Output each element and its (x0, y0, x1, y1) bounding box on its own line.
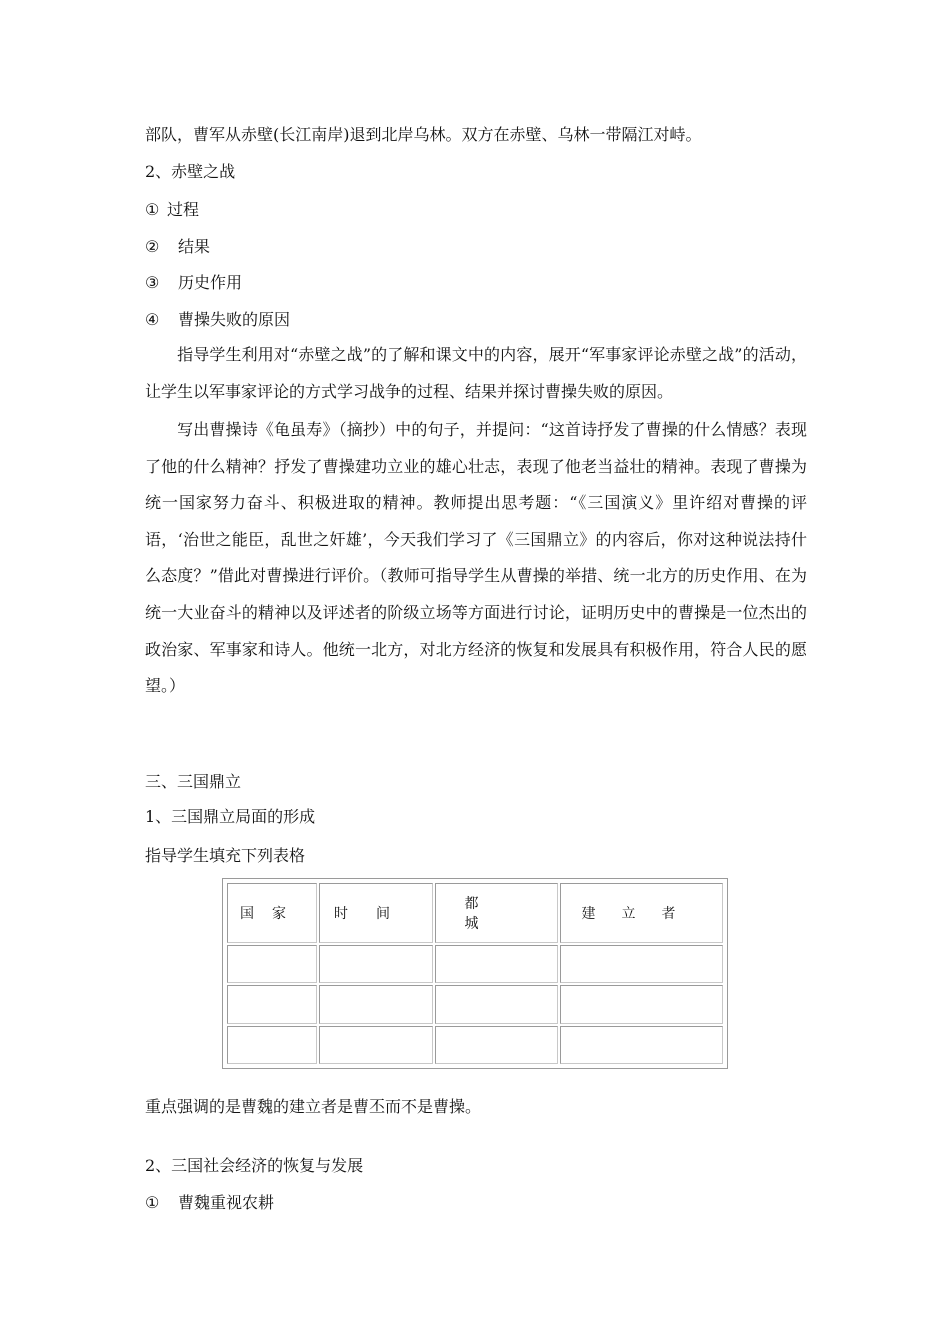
list-item-text: 过程 (167, 200, 200, 219)
table-cell[interactable] (227, 1026, 317, 1064)
paragraph-poem (145, 412, 807, 705)
list-item-text: 结果 (178, 237, 211, 256)
list-marker: ① (145, 1193, 160, 1212)
paragraph-activity (145, 337, 807, 410)
table-header-cell (227, 883, 317, 943)
table-row (227, 1026, 723, 1064)
subheading-economy: 2、三国社会经济的恢复与发展 (145, 1156, 364, 1175)
list-marker: ② (145, 237, 160, 256)
list-marker: ③ (145, 273, 160, 292)
table-cell[interactable] (560, 945, 723, 983)
subheading-formation: 1、三国鼎立局面的形成 (145, 807, 316, 826)
list-item (145, 1193, 274, 1213)
header-country: 国家 (240, 906, 304, 922)
table-cell[interactable] (435, 1026, 558, 1064)
instruction-fill-table: 指导学生填充下列表格 (145, 846, 306, 865)
table-cell[interactable] (319, 1026, 433, 1064)
table-cell[interactable] (560, 985, 723, 1023)
kingdoms-table (222, 878, 728, 1069)
text-emphasis: 重点强调的是曹魏的建立者是曹丕而不是曹操。 (145, 1097, 482, 1116)
table-header-cell (319, 883, 433, 943)
paragraph-activity-text: 指导学生利用对“赤壁之战”的了解和课文中的内容，展开“军事家评论赤壁之战”的活动，让学生以军事家评论的方式学习战争的过程、结果并探讨曹操失败的原因。 (145, 345, 807, 401)
list-item-text: 曹魏重视农耕 (178, 1193, 275, 1212)
list-item-text: 曹操失败的原因 (178, 310, 291, 329)
table-row (227, 945, 723, 983)
table-header-cell (435, 883, 558, 943)
header-capital: 都城 (464, 896, 529, 932)
list-item-text: 历史作用 (178, 273, 243, 292)
paragraph-poem-text: 写出曹操诗《龟虽寿》（摘抄）中的句子，并提问：“这首诗抒发了曹操的什么情感？表现了他的什么精神？抒发了曹操建功立业的雄心壮志，表现了他老当益壮的精神。表现了曹操为统一国家努力奋斗、积极进取的精神。教师提出思考题：“《三国演义》里许绍对曹操的评语，‘治世之能臣，乱世之奸雄’，今天我们学习了《三国鼎立》的内容后，你对这种说法持什么态度？”借此对曹操进行评价。（教师可指导学生从曹操的举措、统一北方的历史作用、在为统一大业奋斗的精神以及评述者的阶级立场等方面进行讨论，证明历史中的曹操是一位杰出的政治家、军事家和诗人。他统一北方，对北方经济的恢复和发展具有积极作用，符合人民的愿望。） (145, 420, 807, 696)
table-cell[interactable] (227, 945, 317, 983)
list-item (145, 237, 210, 257)
list-marker: ④ (145, 310, 160, 329)
list-item (145, 200, 199, 220)
text-line-troops: 部队，曹军从赤壁(长江南岸)退到北岸乌林。双方在赤壁、乌林一带隔江对峙。 (145, 125, 702, 144)
list-marker: ① (145, 200, 160, 219)
table-header-cell (560, 883, 723, 943)
table-cell[interactable] (435, 985, 558, 1023)
table-header-row (227, 883, 723, 943)
table-row (227, 985, 723, 1023)
section-heading-three-kingdoms: 三、三国鼎立 (145, 772, 242, 791)
table-cell[interactable] (319, 985, 433, 1023)
table-cell[interactable] (560, 1026, 723, 1064)
header-time: 时间 (334, 906, 418, 922)
heading-chibi-battle: 2、赤壁之战 (145, 162, 236, 181)
list-item (145, 310, 290, 330)
table-cell[interactable] (319, 945, 433, 983)
table-cell[interactable] (227, 985, 317, 1023)
table-cell[interactable] (435, 945, 558, 983)
header-founder: 建立者 (581, 906, 702, 922)
list-item (145, 273, 242, 293)
